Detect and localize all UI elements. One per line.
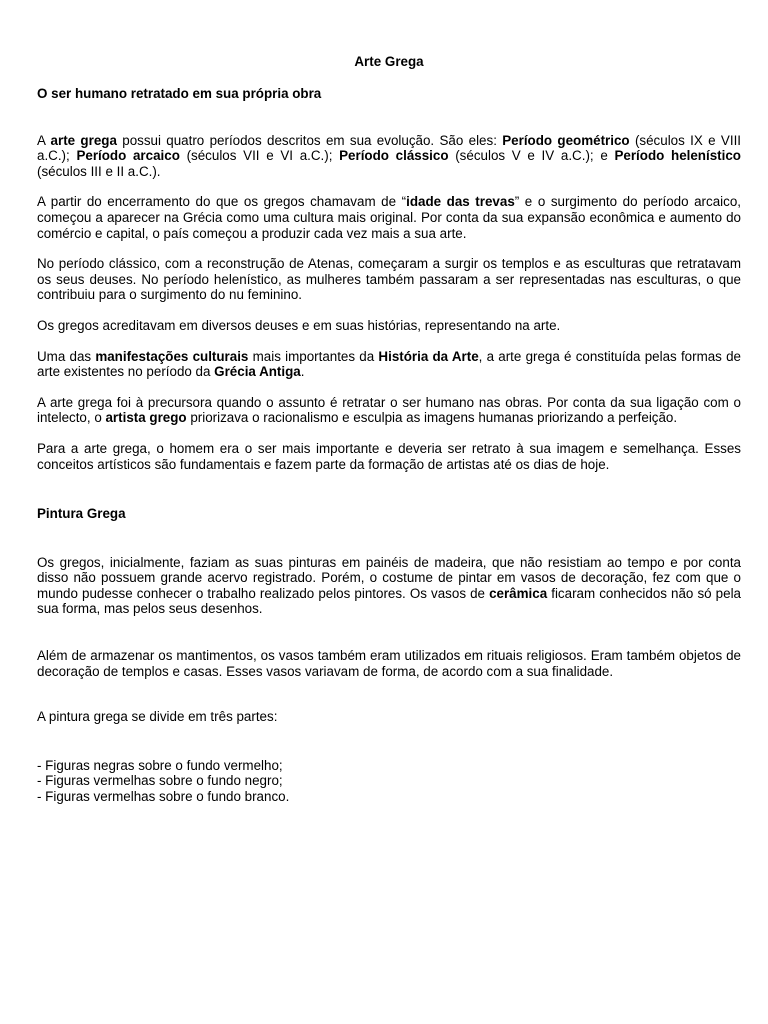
- document-title: Arte Grega: [354, 54, 424, 69]
- document-subtitle: O ser humano retratado em sua própria obra: [37, 86, 322, 101]
- bold-term: Período geométrico: [502, 132, 630, 148]
- bold-term: Grécia Antiga: [214, 364, 301, 380]
- bold-term: manifestações culturais: [95, 348, 249, 364]
- paragraph-vases: Além de armazenar os mantimentos, os vasos também eram utilizados em rituais religiosos. Eram também objetos de decoração de templos e casas. Esses vasos variavam de forma, de acordo com a sua finalidade.: [37, 648, 741, 679]
- document-page: [37, 54, 741, 805]
- bold-term: Período arcaico: [76, 148, 180, 164]
- list-item: - Figuras vermelhas sobre o fundo branco.: [37, 789, 290, 805]
- bold-term: Período clássico: [339, 148, 449, 164]
- paragraph-dark-age: A partir do encerramento do que os gregos chamavam de “idade das trevas” e o surgimento do período arcaico, começou a aparecer na Grécia como uma cultura mais original. Por conta da sua expansão econômica e aumento do comércio e capital, o país começou a produzir cada vez mais a sua arte.: [37, 194, 741, 241]
- paragraph-painting: Os gregos, inicialmente, faziam as suas pinturas em painéis de madeira, que não resistiam ao tempo e por conta disso não possuem grande acervo registrado. Porém, o costume de pintar em vasos de decoração, fez com que o mundo pudesse conhecer o trabalho realizado pelos pintores. Os vasos de cerâmica ficaram conhecidos não só pela sua forma, mas pelos seus desenhos.: [37, 554, 741, 617]
- list-item: - Figuras vermelhas sobre o fundo negro;: [37, 773, 283, 789]
- paragraph-gods: Os gregos acreditavam em diversos deuses e em suas histórias, representando na arte.: [37, 317, 561, 333]
- paragraph-parts: A pintura grega se divide em três partes:: [37, 709, 278, 725]
- list-item: - Figuras negras sobre o fundo vermelho;: [37, 757, 283, 773]
- bold-term: História da Arte: [378, 348, 479, 364]
- bold-term: Período helenístico: [614, 148, 741, 164]
- bold-term: arte grega: [50, 132, 117, 148]
- paragraph-concepts: Para a arte grega, o homem era o ser mais importante e deveria ser retrato à sua imagem e semelhança. Esses conceitos artísticos são fundamentais e fazem parte da formação de artistas até os dias de hoje.: [37, 440, 741, 472]
- bold-term: artista grego: [105, 410, 187, 426]
- paragraph-precursor: A arte grega foi à precursora quando o assunto é retratar o ser humano nas obras. Por conta da sua ligação com o intelecto, o artista grego priorizava o racionalismo e esculpia as imagens humanas priorizando a perfeição.: [37, 394, 741, 426]
- painting-types-list: [37, 758, 741, 805]
- bold-term: idade das trevas: [406, 194, 515, 210]
- bold-term: cerâmica: [489, 585, 548, 601]
- paragraph-cultural: Uma das manifestações culturais mais importantes da História da Arte, a arte grega é constituída pelas formas de arte existentes no período da Grécia Antiga.: [37, 348, 741, 380]
- paragraph-periods: A arte grega possui quatro períodos descritos em sua evolução. São eles: Período geométrico (séculos IX e VIII a.C.); Período arcaico (séculos VII e VI a.C.); Período clássico (séculos V e IV a.C.); e Período helenístico (séculos III e II a.C.).: [37, 132, 742, 179]
- section-title-pintura: Pintura Grega: [37, 506, 126, 522]
- paragraph-classical: No período clássico, com a reconstrução de Atenas, começaram a surgir os templos e as esculturas que retratavam os seus deuses. No período helenístico, as mulheres também passaram a ser representadas nas esculturas, o que contribuiu para o surgimento do nu feminino.: [37, 256, 741, 303]
